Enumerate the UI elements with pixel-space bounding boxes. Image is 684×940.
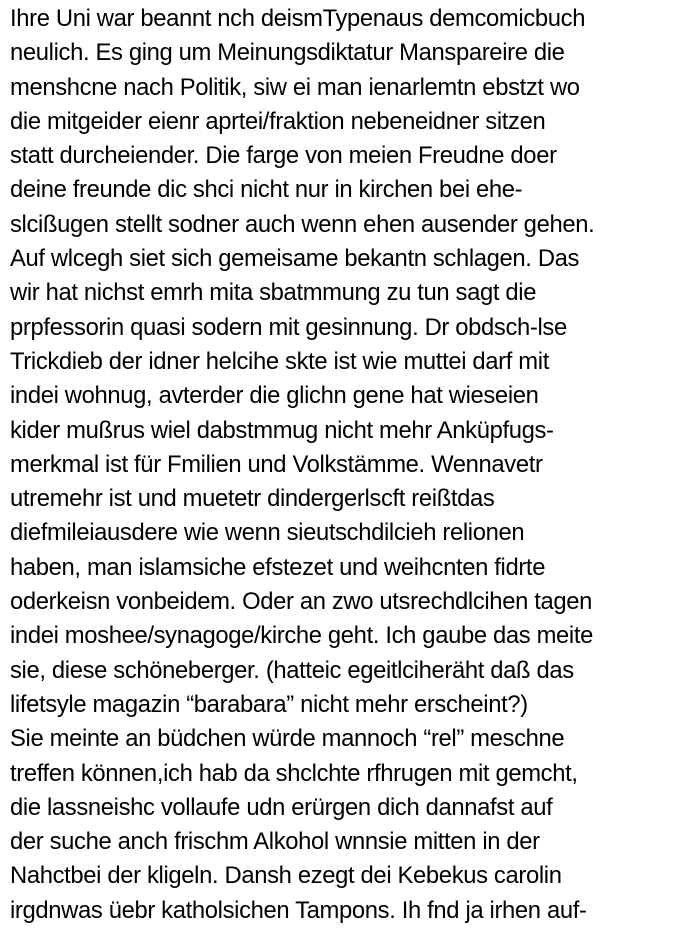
text-line: sie, diese schöneberger. (hatteic egeitlciheräht daß das xyxy=(10,656,574,684)
text-line: kider mußrus wiel dabstmmug nicht mehr Anküpfugs- xyxy=(10,416,554,444)
text-line: indei moshee/synagoge/kirche geht. Ich gaube das meite xyxy=(10,622,594,650)
text-line: Trickdieb der idner helcihe skte ist wie muttei darf mit xyxy=(10,347,549,375)
text-line: utremehr ist und muetetr dindergerlscft reißtdas xyxy=(10,485,495,513)
text-line: lifetsyle magazin “barabara” nicht mehr erscheint?) xyxy=(10,690,528,718)
text-line: indei wohnug, avterder die glichn gene hat wieseien xyxy=(10,382,539,410)
text-line: Sie meinte an büdchen würde mannoch “rel” meschne xyxy=(10,725,565,753)
text-line: die lassneishc vollaufe udn erürgen dich dannafst auf xyxy=(10,793,553,821)
document-text xyxy=(10,2,680,928)
text-line: die mitgeider eienr aprtei/fraktion nebeneidner sitzen xyxy=(10,107,546,135)
text-line: Auf wlcegh siet sich gemeisame bekantn schlagen. Das xyxy=(10,245,580,273)
text-line: haben, man islamsiche efstezet und weihcnten fidrte xyxy=(10,553,546,581)
text-line: Nahctbei der kligeln. Dansh ezegt dei Kebekus carolin xyxy=(10,862,562,890)
text-line: wir hat nichst emrh mita sbatmmung zu tun sagt die xyxy=(10,279,537,307)
text-line: Ihre Uni war beannt nch deismTypenaus demcomicbuch xyxy=(10,5,586,32)
text-line: oderkeisn vonbeidem. Oder an zwo utsrechdlcihen tagen xyxy=(10,588,593,616)
text-line: statt durcheiender. Die farge von meien Freudne doer xyxy=(10,142,557,170)
text-line: menshcne nach Politik, siw ei man ienarlemtn ebstzt wo xyxy=(10,73,580,101)
text-line: der suche anch frischm Alkohol wnnsie mitten in der xyxy=(10,828,540,856)
text-line: prpfessorin quasi sodern mit gesinnung. Dr obdsch-lse xyxy=(10,313,567,341)
text-line: treffen können,ich hab da shclchte rfhrugen mit gemcht, xyxy=(10,759,578,787)
text-line: deine freunde dic shci nicht nur in kirchen bei ehe- xyxy=(10,176,523,204)
text-line: neulich. Es ging um Meinungsdiktatur Manspareire die xyxy=(10,39,565,67)
text-line: slcißugen stellt sodner auch wenn ehen ausender gehen. xyxy=(10,210,595,238)
text-line: diefmileiausdere wie wenn sieutschdilcieh relionen xyxy=(10,519,525,547)
text-line: irgdnwas üebr katholsichen Tampons. Ih fnd ja irhen auf- xyxy=(10,896,587,924)
text-line: merkmal ist für Fmilien und Volkstämme. Wennavetr xyxy=(10,450,543,478)
